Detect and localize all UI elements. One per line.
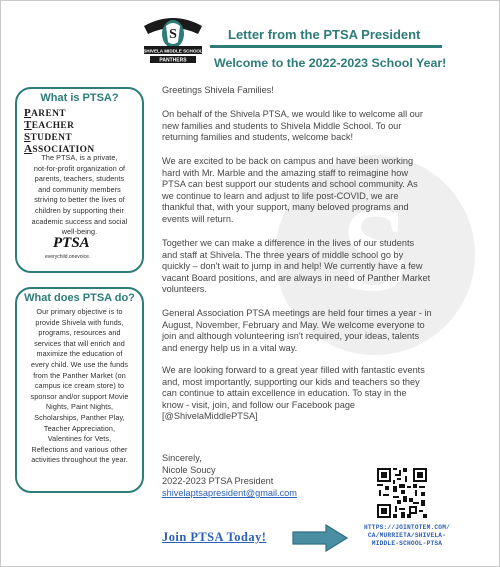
join-ptsa-link[interactable]: Join PTSA Today! [162, 530, 267, 544]
text-line: and staff at Shivela. The three years of middle school go by [162, 249, 404, 260]
greeting: Greetings Shivela Families! [162, 85, 274, 95]
text-line: On behalf of the Shivela PTSA, we would like to welcome all our [162, 109, 423, 119]
text-line: campus ice cream store) to [34, 381, 125, 391]
text-line: [@ShivelaMiddlePTSA] [162, 411, 258, 422]
letter-paragraph-3 [162, 238, 462, 296]
acronym-word: ARENT [31, 109, 66, 119]
text-line: academic success and social [31, 216, 128, 226]
letter-paragraph-1 [162, 109, 462, 144]
text-line: provide Shivela with funds, [35, 317, 124, 327]
text-line: hard with Mr. Marble and the amazing staff to reimagine how [162, 167, 408, 178]
text-line: Our primary objective is to [36, 307, 123, 316]
text-line: services that will enrich and [34, 338, 125, 348]
text-line: know - visit, join, and follow our Facebook page [162, 399, 356, 410]
text-line: volunteers. [162, 284, 207, 295]
acronym-word: TUDENT [30, 133, 73, 143]
join-url[interactable] [352, 524, 462, 548]
text-line: thankful that, with your support, many beloved programs and [162, 202, 409, 213]
ptsa-tagline: everychild.onevoice. [45, 254, 91, 260]
ptsa-logo: PTSA [53, 235, 90, 251]
acronym-letter: T [24, 119, 32, 131]
text-line: and energy help us in a vital way. [162, 342, 298, 353]
text-line: August, November, February and May. We welcome everyone to [162, 319, 425, 330]
acronym-word: SSOCIATION [32, 145, 95, 155]
text-line: vacant Board positions, and are always in need of Panther Market [162, 272, 431, 283]
what-is-ptsa-description [21, 153, 138, 238]
welcome-subtitle: Welcome to the 2022-2023 School Year! [214, 56, 447, 70]
text-line: General Association PTSA meetings are held four times a year - in [162, 308, 432, 318]
letter-paragraph-4 [162, 308, 462, 354]
what-does-ptsa-do-description [21, 307, 138, 466]
text-line: join and although volunteering isn't required, your ideas, talents [162, 331, 420, 342]
url-line: HTTPS://JOINTOTEM.COM/ [363, 524, 451, 531]
text-line: we continue to learn and adjust to life post-COVID, we are [162, 190, 399, 201]
letter-title: Letter from the PTSA President [228, 27, 421, 42]
text-line: programs, resources and [38, 328, 121, 338]
text-line: events will return. [162, 213, 234, 224]
acronym-letter: S [24, 131, 31, 143]
closing: Sincerely, [162, 453, 202, 463]
acronym-letter: A [24, 143, 33, 155]
panther-logo-icon [140, 12, 206, 70]
title-divider [210, 45, 442, 48]
text-line: Nights, Paint Nights, [45, 402, 114, 412]
text-line: can continue to attain excellence in education. To stay in the [162, 388, 407, 399]
text-line: PTSA can best support our students and school community. As [162, 179, 418, 190]
qr-code-icon[interactable] [377, 468, 427, 518]
ptsa-acronym [24, 108, 95, 156]
text-line: parents, teachers, students [34, 174, 125, 184]
what-does-ptsa-do-title: What does PTSA do? [24, 292, 135, 304]
text-line: We are looking forward to a great year filled with fantastic events [162, 365, 425, 375]
text-line: striving to better the lives of [34, 195, 125, 205]
svg-text:PANTHERS: PANTHERS [159, 57, 187, 64]
text-line: returning families and students, welcome back! [162, 132, 353, 143]
what-is-ptsa-title: What is PTSA? [40, 92, 119, 104]
president-email-link[interactable]: shivelaptsapresident@gmail.com [162, 487, 297, 498]
text-line: The PTSA, is a private, [41, 153, 118, 162]
signer-role: 2022-2023 PTSA President [162, 476, 274, 487]
text-line: Together we can make a difference in the lives of our students [162, 238, 415, 248]
text-line: maximize the education of [36, 349, 123, 359]
url-line: MIDDLE-SCHOOL-PTSA [371, 540, 443, 547]
text-line: and, most importantly, supporting our kids and teachers so they [162, 376, 420, 387]
what-is-ptsa-box [15, 87, 144, 273]
acronym-letter: P [24, 107, 32, 119]
what-does-ptsa-do-box [15, 287, 144, 493]
text-line: children by supporting their [34, 205, 125, 215]
text-line: Teacher Appreciation, [43, 423, 116, 433]
text-line: We are excited to be back on campus and have been working [162, 156, 414, 166]
text-line: every child. We use the funds [30, 359, 129, 369]
letter-paragraph-5 [162, 365, 462, 423]
svg-text:S: S [169, 27, 177, 42]
arrow-right-icon [292, 524, 348, 552]
svg-text:S: S [341, 183, 409, 316]
text-line: well-being. [61, 227, 98, 237]
svg-text:SHIVELA MIDDLE SCHOOL: SHIVELA MIDDLE SCHOOL [143, 48, 203, 54]
url-line: CA/MURRIETA/SHIVELA- [367, 532, 447, 539]
text-line: quickly – don't wait to jump in and help! We currently have a few [162, 261, 423, 272]
text-line: Reflections and various other [31, 444, 128, 454]
text-line: new families and students to Shivela Middle School. To our [162, 120, 402, 131]
text-line: Scholarships, Panther Play, [34, 412, 125, 422]
text-line: and community members [38, 184, 121, 194]
text-line: Valentines for Vets, [47, 434, 112, 444]
text-line: from the Panther Market (on [33, 370, 126, 380]
text-line: not-for-profit organization of [33, 163, 126, 173]
letter-paragraph-2 [162, 156, 462, 226]
signer-name: Nicole Soucy [162, 464, 216, 475]
text-line: activities throughout the year. [31, 455, 128, 465]
text-line: sponsor and/or support Movie [30, 391, 129, 401]
acronym-word: EACHER [31, 121, 75, 131]
